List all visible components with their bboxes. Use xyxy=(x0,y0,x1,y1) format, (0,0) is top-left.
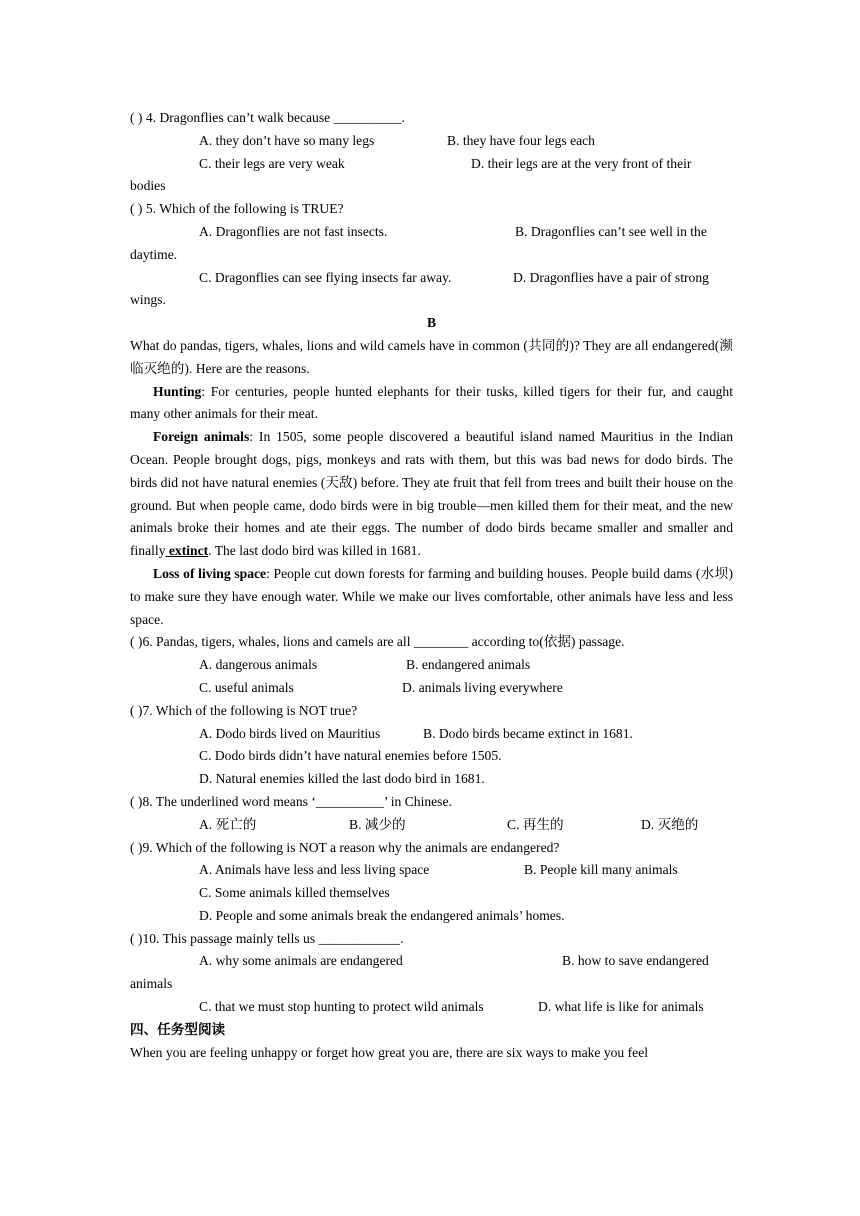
question-5-options-cd xyxy=(130,267,733,290)
q5-option-b: B. Dragonflies can’t see well in the xyxy=(515,223,707,239)
q5-option-b-continued: daytime. xyxy=(130,246,178,262)
question-7-options-ab xyxy=(130,723,733,746)
q9-option-b: B. People kill many animals xyxy=(524,862,678,878)
worksheet-page xyxy=(130,107,733,1064)
q8-option-b: B. 减少的 xyxy=(349,816,406,832)
question-6-stem: ( )6. Pandas, tigers, whales, lions and camels are all ________ according to(依据) passage. xyxy=(130,634,625,650)
q4-option-a: A. they don’t have so many legs xyxy=(199,132,375,148)
question-5-stem: ( ) 5. Which of the following is TRUE? xyxy=(130,201,344,217)
q7-option-d: D. Natural enemies killed the last dodo bird in 1681. xyxy=(199,771,485,787)
question-6-options-cd xyxy=(130,677,733,700)
q4-option-b: B. they have four legs each xyxy=(447,132,595,148)
underlined-word-extinct: extinct xyxy=(165,543,209,559)
question-5-options-ab xyxy=(130,221,733,244)
question-8-options xyxy=(130,814,733,837)
passage-hunting: Hunting: For centuries, people hunted elephants for their tusks, killed tigers for their fur, and caught many other animals for their meat. xyxy=(130,383,733,422)
question-10-options-cd xyxy=(130,996,733,1019)
q9-option-a: A. Animals have less and less living space xyxy=(199,862,430,878)
q6-option-d: D. animals living everywhere xyxy=(402,679,563,695)
foreign-animals-title: Foreign animals xyxy=(153,429,250,445)
section-b-heading: B xyxy=(426,315,437,331)
loss-of-space-title: Loss of living space xyxy=(153,565,267,581)
question-4-stem: ( ) 4. Dragonflies can’t walk because __________. xyxy=(130,110,405,125)
passage-foreign-animals: Foreign animals: In 1505, some people discovered a beautiful island named Mauritius in the Indian Ocean. People brought dogs, pigs, monkeys and rats with them, but this was bad news for dodo birds. The birds did not have natural enemies (天敌) before. They ate fruit that fell from trees and built their house on the ground. But when people came, dodo birds were in big trouble—men killed them for their meat, and the new animals broke their homes and ate their eggs. The number of dodo birds became smaller and smaller and finally extinct. The last dodo bird was killed in 1681. xyxy=(130,429,733,559)
q6-option-b: B. endangered animals xyxy=(406,657,531,673)
question-8-stem: ( )8. The underlined word means ‘__________’ in Chinese. xyxy=(130,793,452,809)
q5-option-d: D. Dragonflies have a pair of strong xyxy=(513,269,709,285)
question-4-options-cd xyxy=(130,153,733,176)
q4-option-d-continued: bodies xyxy=(130,178,166,194)
q5-option-c: C. Dragonflies can see flying insects far away. xyxy=(199,269,452,285)
hunting-title: Hunting xyxy=(153,383,202,399)
q10-option-c: C. that we must stop hunting to protect wild animals xyxy=(199,999,484,1015)
question-10-stem: ( )10. This passage mainly tells us ____________. xyxy=(130,930,404,946)
q9-option-c: C. Some animals killed themselves xyxy=(199,885,390,901)
q4-option-d: D. their legs are at the very front of their xyxy=(471,155,692,171)
q6-option-a: A. dangerous animals xyxy=(199,657,318,673)
section-4-intro: When you are feeling unhappy or forget how great you are, there are six ways to make you feel xyxy=(130,1044,649,1060)
question-6-options-ab xyxy=(130,654,733,677)
question-10-options-ab xyxy=(130,950,733,973)
q7-option-a: A. Dodo birds lived on Mauritius xyxy=(199,725,381,741)
question-4-options-ab xyxy=(130,130,733,153)
q7-option-b: B. Dodo birds became extinct in 1681. xyxy=(423,725,633,741)
q10-option-b-continued: animals xyxy=(130,976,173,992)
q5-option-a: A. Dragonflies are not fast insects. xyxy=(199,223,388,239)
q8-option-a: A. 死亡的 xyxy=(199,816,257,832)
question-7-stem: ( )7. Which of the following is NOT true? xyxy=(130,702,358,718)
question-9-stem: ( )9. Which of the following is NOT a reason why the animals are endangered? xyxy=(130,839,560,855)
q8-option-d: D. 灭绝的 xyxy=(641,816,699,832)
q8-option-c: C. 再生的 xyxy=(507,816,564,832)
section-4-heading: 四、任务型阅读 xyxy=(130,1021,226,1038)
q10-option-d: D. what life is like for animals xyxy=(538,999,704,1015)
q5-option-d-continued: wings. xyxy=(130,292,166,308)
q10-option-b: B. how to save endangered xyxy=(562,953,709,969)
q7-option-c: C. Dodo birds didn’t have natural enemies before 1505. xyxy=(199,748,502,764)
q9-option-d: D. People and some animals break the endangered animals’ homes. xyxy=(199,907,565,923)
q6-option-c: C. useful animals xyxy=(199,679,294,695)
passage-intro: What do pandas, tigers, whales, lions and wild camels have in common (共同的)? They are all endangered(濒临灭绝的). Here are the reasons. xyxy=(130,337,733,376)
q10-option-a: A. why some animals are endangered xyxy=(199,953,403,969)
passage-loss-of-space: Loss of living space: People cut down forests for farming and building houses. People build dams (水坝) to make sure they have enough water. While we make our lives comfortable, other animals have less and less space. xyxy=(130,565,733,627)
question-9-options-ab xyxy=(130,859,733,882)
q4-option-c: C. their legs are very weak xyxy=(199,155,345,171)
